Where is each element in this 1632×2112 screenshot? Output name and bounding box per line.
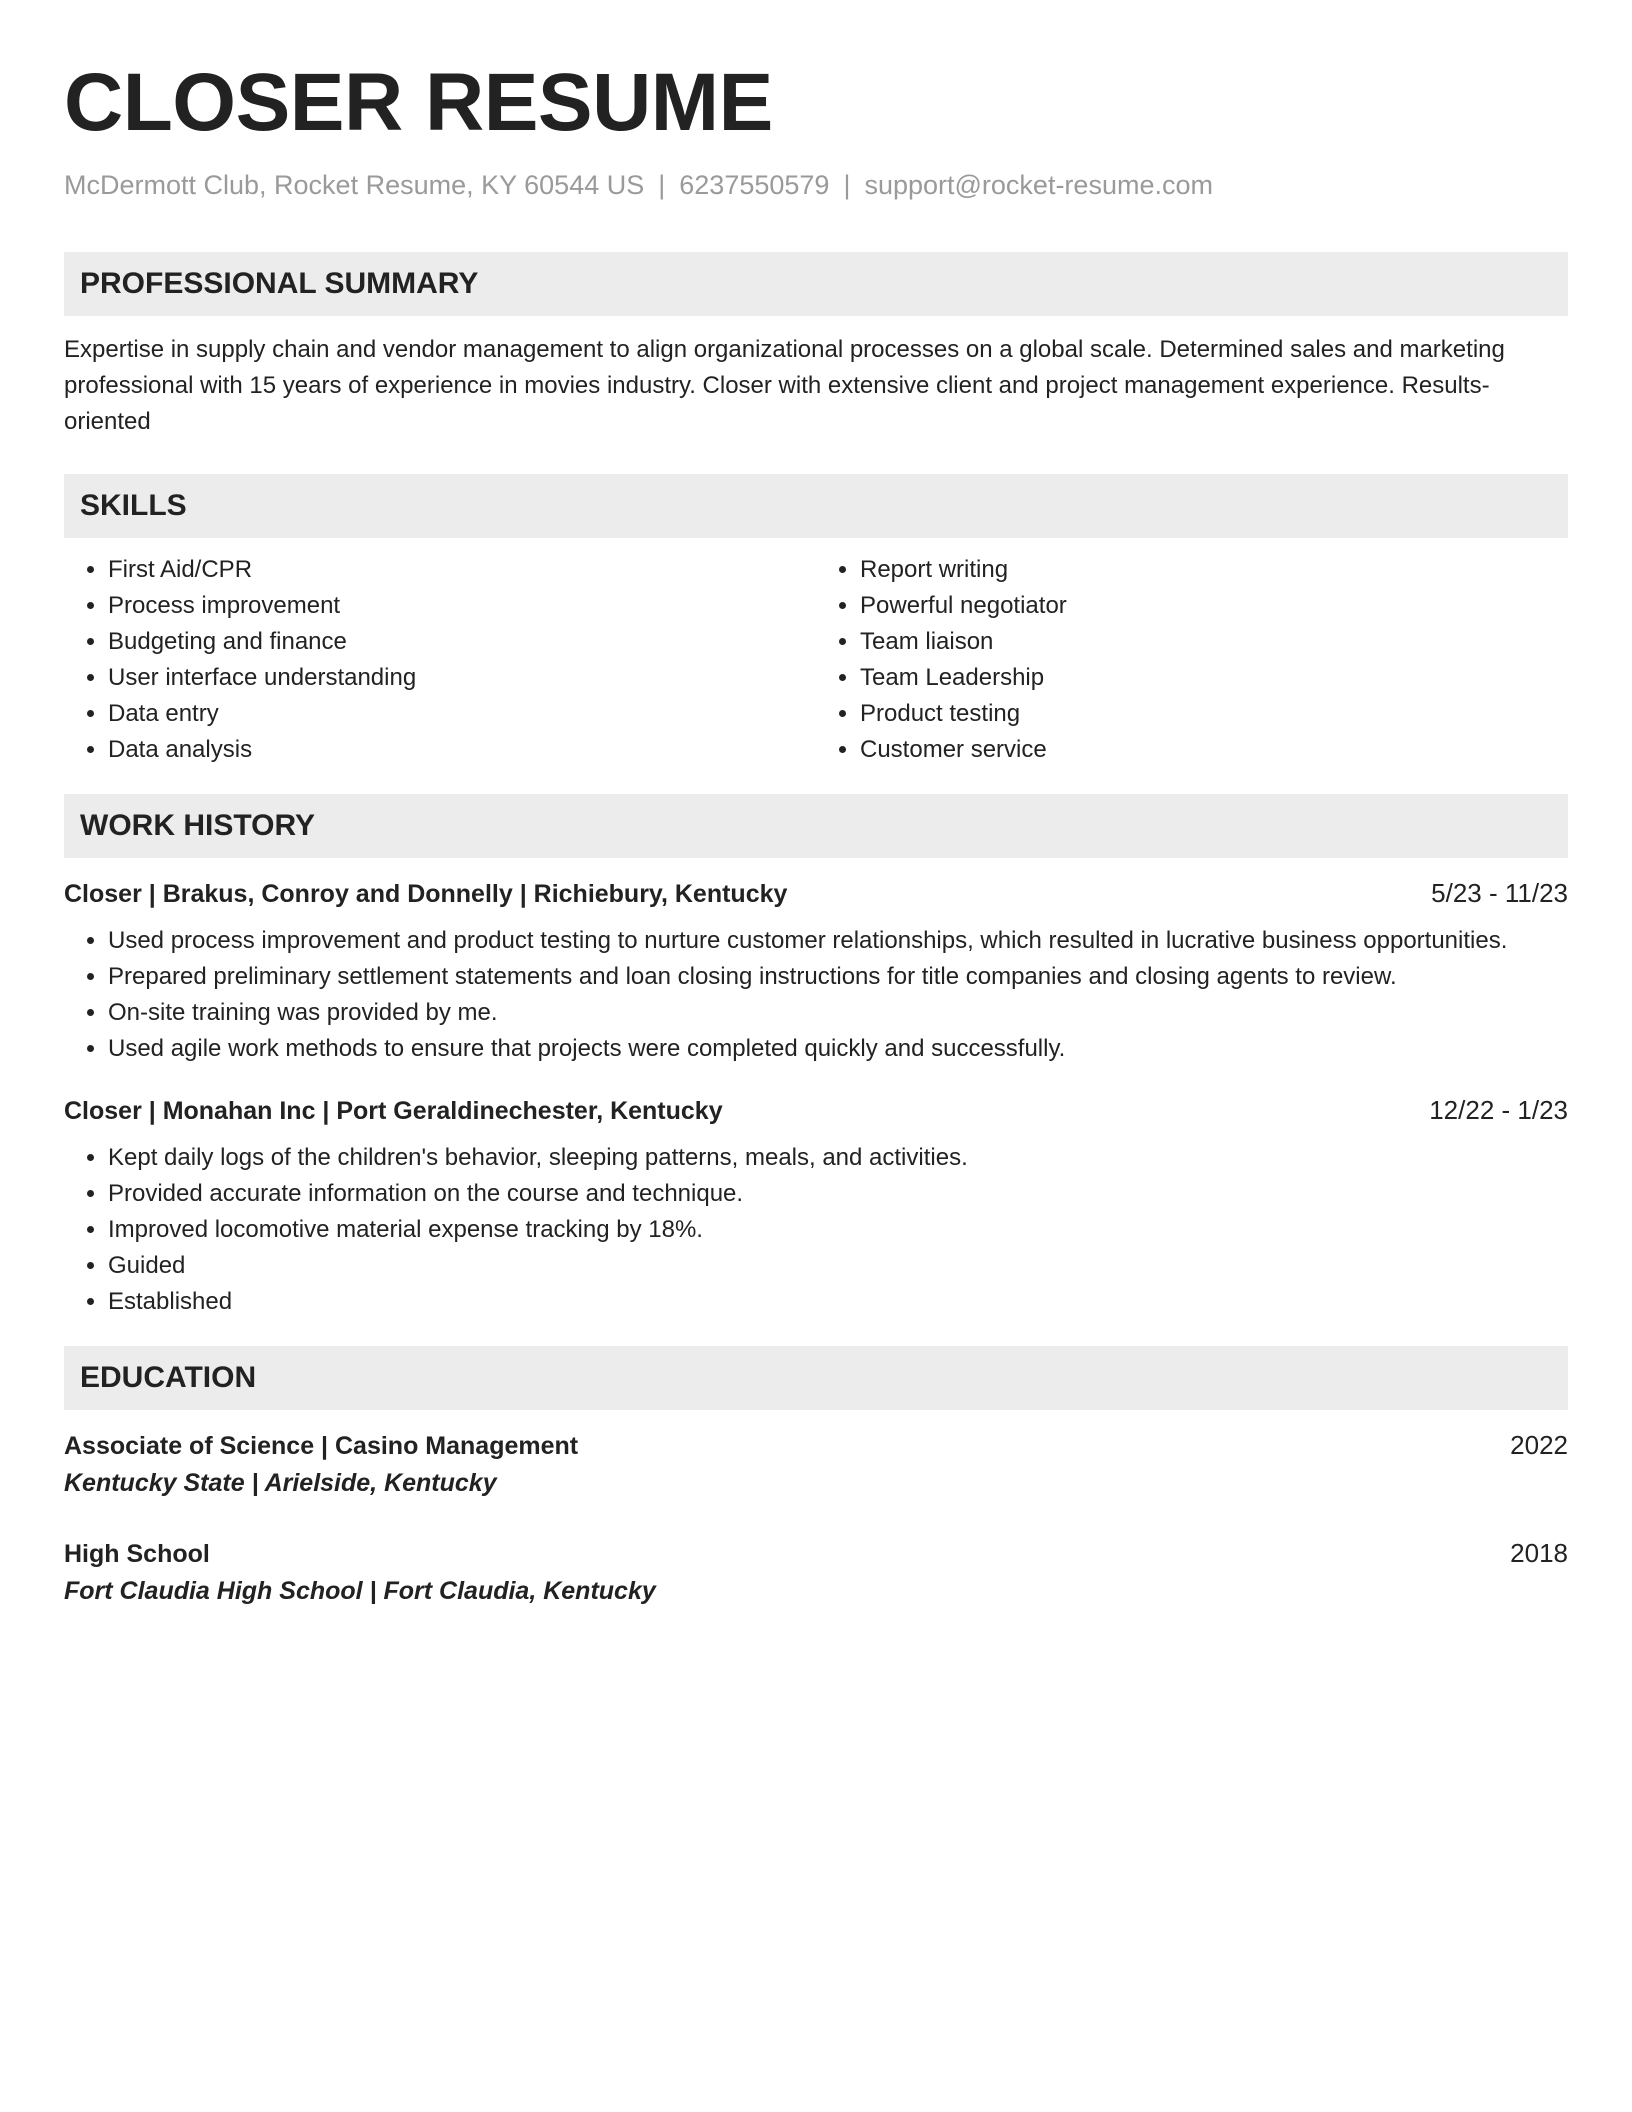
summary-text: Expertise in supply chain and vendor management to align organizational processes on a global scale. Determined sales and marketing professional with 15 years of experience in movies industry. Closer with extensive client and project management experience. Results-oriented [64,336,1505,435]
skill-item: • Powerful negotiator [860,588,1568,624]
skills-list [64,552,1568,768]
job-dates: 5/23 - 11/23 [1431,878,1568,908]
job-bullets [64,1140,1568,1320]
education-degree: High School [64,1540,210,1568]
job-entry-header [64,1095,1568,1126]
skill-item: • Process improvement [108,588,816,624]
education-year: 2018 [1510,1538,1568,1568]
skills-column-right [816,552,1568,768]
job-bullet: • Used agile work methods to ensure that projects were completed quickly and successfully. [108,1031,1568,1067]
contact-address: McDermott Club, Rocket Resume, KY 60544 US [64,170,645,200]
skill-item: • User interface understanding [108,660,816,696]
resume-title: CLOSER RESUME [64,57,773,148]
job-bullet: • Used process improvement and product testing to nurture customer relationships, which resulted in lucrative business opportunities. [108,923,1568,959]
section-heading-education: EDUCATION [64,1346,1568,1410]
education-year: 2022 [1510,1430,1568,1460]
education-entry-header [64,1430,1568,1461]
skill-item: • Team liaison [860,624,1568,660]
education-entry-header [64,1538,1568,1569]
contact-separator: | [843,170,851,200]
skill-item: • Report writing [860,552,1568,588]
skill-item: • Budgeting and finance [108,624,816,660]
job-bullets [64,923,1568,1067]
skill-item: • Data analysis [108,732,816,768]
job-title: Closer | Brakus, Conroy and Donnelly | Richiebury, Kentucky [64,880,788,908]
section-heading-skills: SKILLS [64,474,1568,538]
education-degree: Associate of Science | Casino Management [64,1432,579,1460]
job-bullet: • Kept daily logs of the children's behavior, sleeping patterns, meals, and activities. [108,1140,1568,1176]
contact-phone: 6237550579 [679,170,830,200]
job-title: Closer | Monahan Inc | Port Geraldinechester, Kentucky [64,1097,723,1125]
job-bullet: • Guided [108,1248,1568,1284]
job-bullet: • On-site training was provided by me. [108,995,1568,1031]
job-bullet: • Prepared preliminary settlement statements and loan closing instructions for title companies and closing agents to review. [108,959,1568,995]
job-bullet: • Improved locomotive material expense tracking by 18%. [108,1212,1568,1248]
job-bullet: • Provided accurate information on the course and technique. [108,1176,1568,1212]
job-dates: 12/22 - 1/23 [1429,1095,1568,1125]
skill-item: • Product testing [860,696,1568,732]
skill-item: • Customer service [860,732,1568,768]
skill-item: • Data entry [108,696,816,732]
education-school: Fort Claudia High School | Fort Claudia, Kentucky [64,1577,656,1605]
contact-separator: | [658,170,666,200]
education-school: Kentucky State | Arielside, Kentucky [64,1469,497,1497]
skills-column-left [64,552,816,768]
contact-line [64,170,1568,201]
section-heading-work-history: WORK HISTORY [64,794,1568,858]
section-heading-summary: PROFESSIONAL SUMMARY [64,252,1568,316]
job-entry-header [64,878,1568,909]
contact-email: support@rocket-resume.com [864,170,1213,200]
job-bullet: • Established [108,1284,1568,1320]
skill-item: • First Aid/CPR [108,552,816,588]
skill-item: • Team Leadership [860,660,1568,696]
